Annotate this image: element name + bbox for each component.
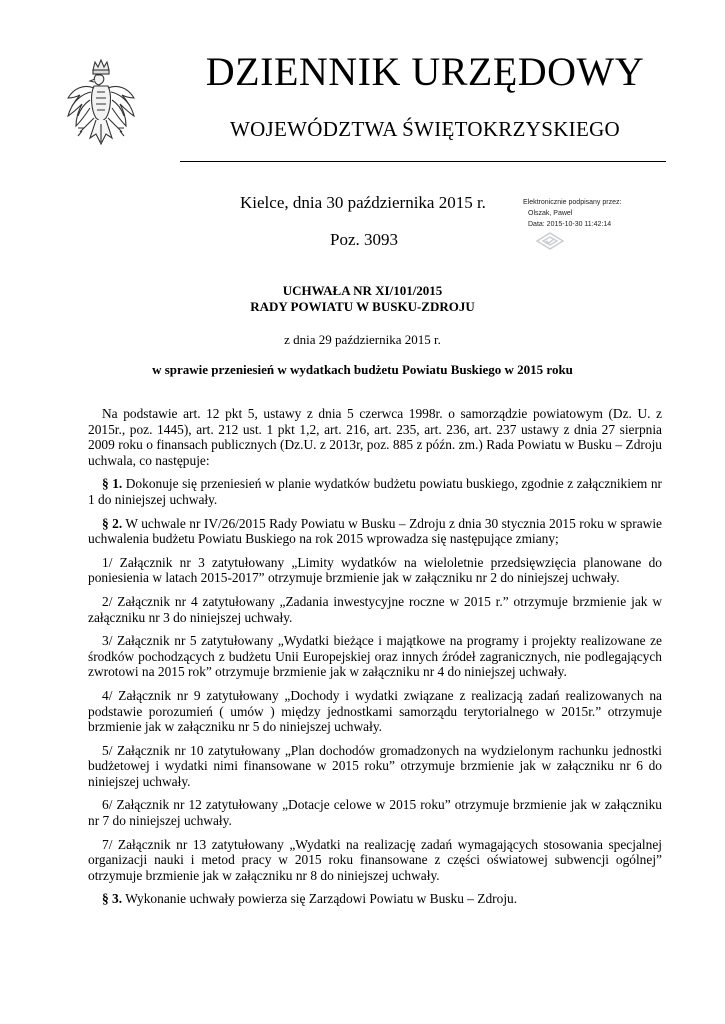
list-item: 5/ Załącznik nr 10 zatytułowany „Plan dochodów gromadzonych na wydzielonym rachunku jednostki budżetowej i wydatki nimi finansowane w 2015 roku” otrzymuje brzmienie jak w załączniku nr 6 do niniejszej uchwały. <box>88 742 662 789</box>
section-1-label: § 1. <box>102 476 123 492</box>
issue-position: Poz. 3093 <box>330 230 398 249</box>
white-eagle-emblem-icon <box>60 58 142 162</box>
section-3 <box>88 891 662 907</box>
section-1 <box>88 476 662 507</box>
header-divider <box>180 161 666 162</box>
signature-date: Data: 2015-10-30 11:42:14 <box>528 221 612 228</box>
preamble: Na podstawie art. 12 pkt 5, ustawy z dnia 5 czerwca 1998r. o samorządzie powiatowym (Dz. U. z 2015r., poz. 1445), art. 212 ust. 1 pkt 1,2, art. 216, art. 235, art. 236, art. 237 ustawy z dnia 27 sierpnia 2009 roku o finansach publicznych (Dz.U. z 2013r, poz. 885 z późn. zm.) Rada Powiatu w Busku – Zdroju uchwala, co następuje: <box>88 406 662 468</box>
list-item: 6/ Załącznik nr 12 zatytułowany „Dotacje celowe w 2015 roku” otrzymuje brzmienie jak w załączniku nr 7 do niniejszej uchwały. <box>88 797 662 829</box>
section-1-text: Dokonuje się przeniesień w planie wydatków budżetu powiatu buskiego, zgodnie z załącznikiem nr 1 do niniejszej uchwały. <box>88 476 662 507</box>
signature-check-icon <box>535 231 565 251</box>
list-item: 7/ Załącznik nr 13 zatytułowany „Wydatki na realizację zadań wymagających stosowania specjalnej organizacji nauki i metod pracy w 2015 roku finansowane z części oświatowej subwencji ogólnej” otrzymuje brzmienie jak w załączniku nr 8 do niniejszej uchwały. <box>88 836 662 883</box>
signature-name: Olszak, Pawel <box>528 210 573 217</box>
issue-place-date: Kielce, dnia 30 października 2015 r. <box>240 193 486 212</box>
resolution-date: z dnia 29 października 2015 r. <box>284 332 441 347</box>
section-2 <box>88 516 662 547</box>
signature-label: Elektronicznie podpisany przez: <box>523 199 622 206</box>
section-2-text: W uchwale nr IV/26/2015 Rady Powiatu w Busku – Zdroju z dnia 30 stycznia 2015 roku w sprawie uchwalenia budżetu Powiatu Buskiego na rok 2015 wprowadza się następujące zmiany; <box>88 515 662 547</box>
journal-subtitle: WOJEWÓDZTWA ŚWIĘTOKRZYSKIEGO <box>229 117 621 141</box>
list-item: 1/ Załącznik nr 3 zatytułowany „Limity wydatków na wieloletnie przedsięwzięcia planowane do poniesienia w latach 2015-2017” otrzymuje brzmienie jak w załączniku nr 2 do niniejszej uchwały. <box>88 554 662 586</box>
resolution-subject: w sprawie przeniesień w wydatkach budżetu Powiatu Buskiego w 2015 roku <box>152 362 573 377</box>
section-2-label: § 2. <box>102 515 123 531</box>
section-3-label: § 3. <box>102 891 123 907</box>
list-item: 2/ Załącznik nr 4 zatytułowany „Zadania inwestycyjne roczne w 2015 r.” otrzymuje brzmienie jak w załączniku nr 3 do niniejszej uchwały. <box>88 593 662 625</box>
resolution-number: UCHWAŁA NR XI/101/2015 <box>282 283 443 298</box>
resolution-text <box>88 406 662 915</box>
list-item: 3/ Załącznik nr 5 zatytułowany „Wydatki bieżące i majątkowe na programy i projekty realizowane ze środków pochodzących z budżetu Unii Europejskiej oraz innych źródeł zagranicznych, nie podlegających zwrotowi na 2015 rok” otrzymuje brzmienie jak w załączniku nr 4 do niniejszej uchwały. <box>88 633 662 680</box>
list-item: 4/ Załącznik nr 9 zatytułowany „Dochody i wydatki związane z realizacją zadań realizowanych na podstawie porozumień ( umów ) między jednostkami samorządu terytorialnego w 2015r.” otrzymuje brzmienie jak w załączniku nr 5 do niniejszej uchwały. <box>88 687 662 735</box>
resolution-body: RADY POWIATU W BUSKU-ZDROJU <box>250 299 475 314</box>
journal-title: DZIENNIK URZĘDOWY <box>205 49 645 94</box>
section-3-text: Wykonanie uchwały powierza się Zarządowi Powiatu w Busku – Zdroju. <box>122 891 518 907</box>
